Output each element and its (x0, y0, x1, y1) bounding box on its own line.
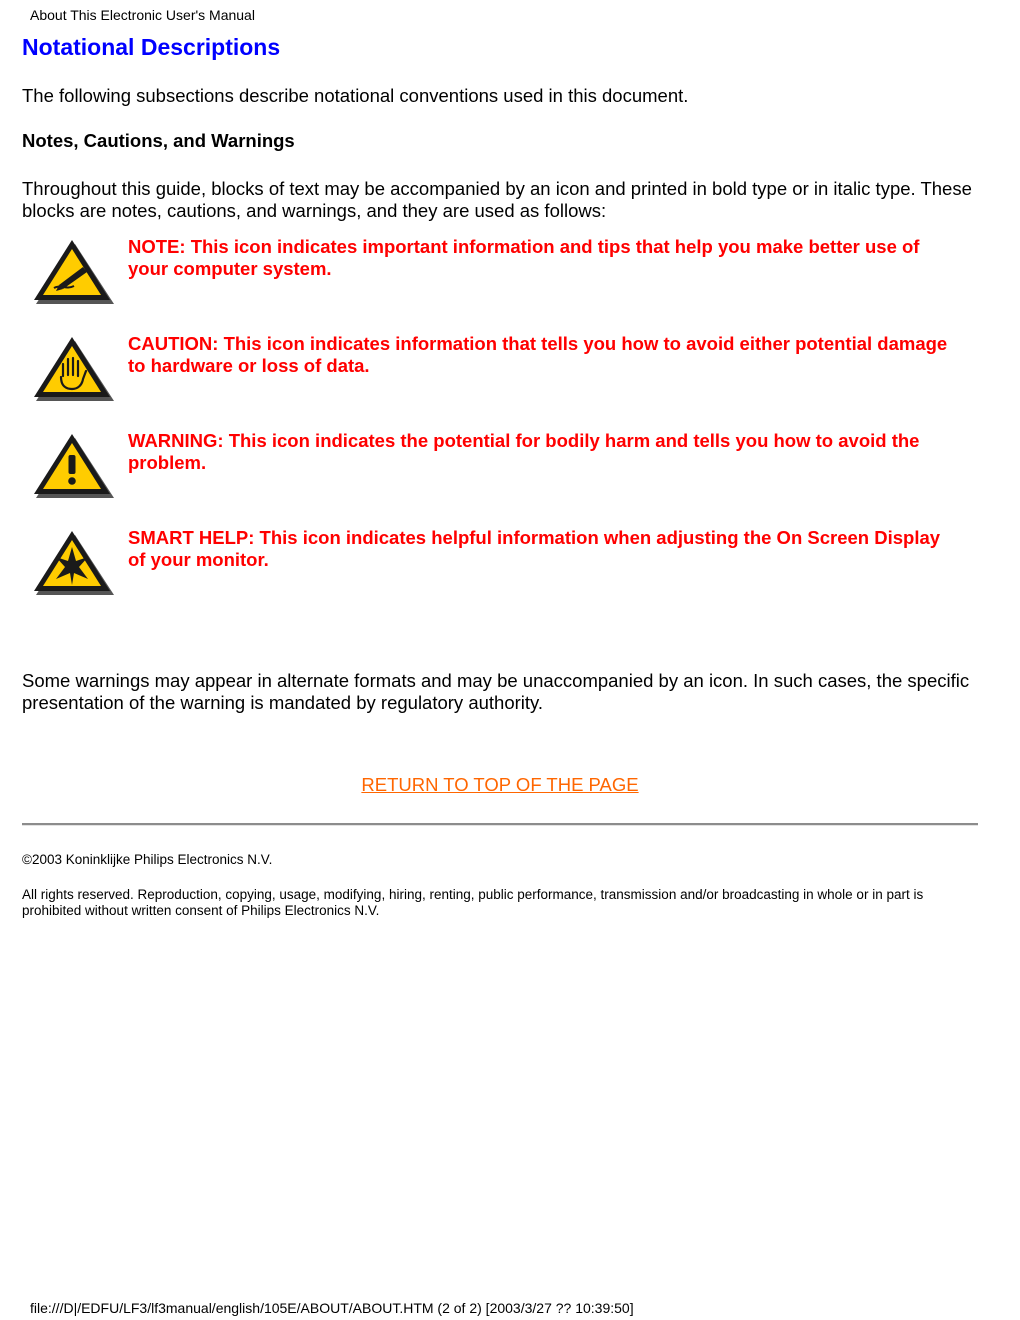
caution-block (30, 333, 960, 413)
horizontal-divider (22, 823, 978, 826)
outro-paragraph: Some warnings may appear in alternate formats and may be unaccompanied by an icon. In such cases, the specific presentation of the warning is mandated by regulatory authority. (22, 670, 970, 713)
page-footer: file:///D|/EDFU/LF3/lf3manual/english/105E/ABOUT/ABOUT.HTM (2 of 2) [2003/3/27 ?? 10:39:50] (30, 1300, 634, 1316)
page-title: Notational Descriptions (22, 34, 281, 60)
smart-help-block (30, 527, 960, 607)
return-to-top-link[interactable]: RETURN TO TOP OF THE PAGE (361, 774, 639, 795)
intro-paragraph: The following subsections describe notational conventions used in this document. (22, 85, 689, 106)
section-subheading: Notes, Cautions, and Warnings (22, 130, 295, 151)
smart-help-text: SMART HELP: This icon indicates helpful information when adjusting the On Screen Display of your monitor. (128, 527, 941, 570)
copyright-notice: ©2003 Koninklijke Philips Electronics N.V. (22, 852, 273, 867)
warning-text: WARNING: This icon indicates the potential for bodily harm and tells you how to avoid the problem. (128, 430, 920, 473)
caution-text: CAUTION: This icon indicates information that tells you how to avoid either potential damage to hardware or loss of data. (128, 333, 948, 376)
note-text: NOTE: This icon indicates important information and tips that help you make better use of your computer system. (128, 236, 920, 279)
note-block (30, 236, 960, 316)
smart-help-icon (30, 527, 116, 597)
body-paragraph: Throughout this guide, blocks of text may be accompanied by an icon and printed in bold type or in italic type. These blocks are notes, cautions, and warnings, and they are used as follows: (22, 178, 972, 221)
note-pencil-icon (30, 236, 116, 306)
caution-hand-icon (30, 333, 116, 403)
rights-notice: All rights reserved. Reproduction, copying, usage, modifying, hiring, renting, public performance, transmission and/or broadcasting in whole or in part is prohibited without written consent of Philips Electronics N.V. (22, 887, 924, 918)
warning-block (30, 430, 960, 510)
warning-exclamation-icon (30, 430, 116, 500)
page-header: About This Electronic User's Manual (30, 7, 255, 23)
